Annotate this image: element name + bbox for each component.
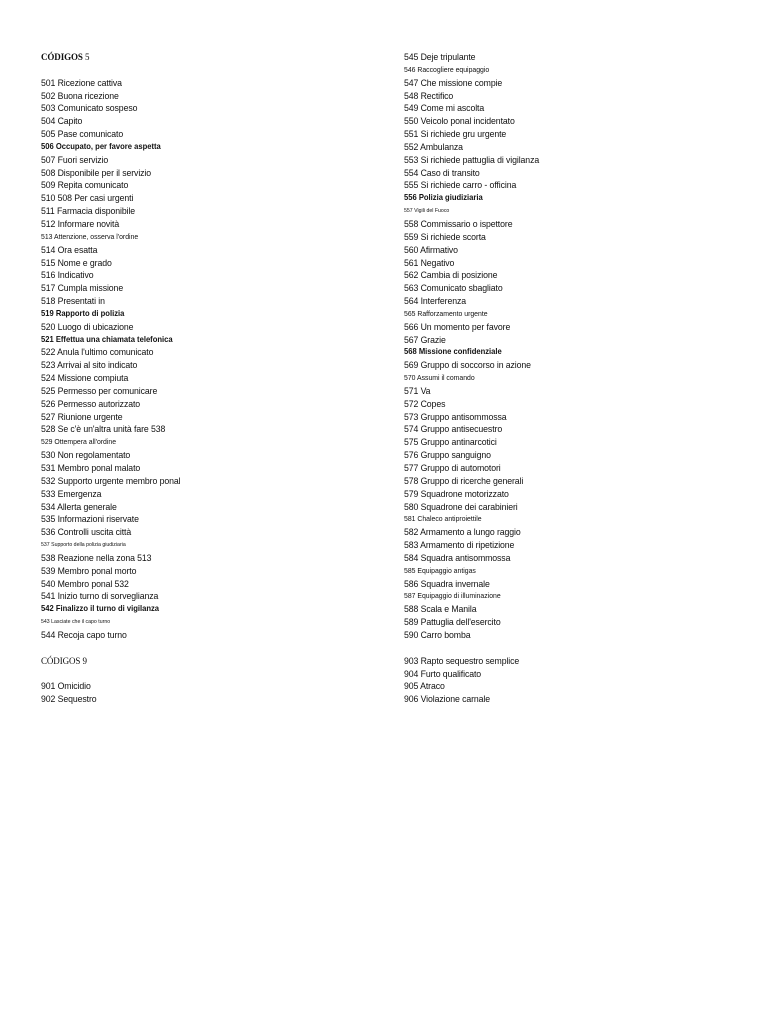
code-entry: 903 Rapto sequestro semplice [404, 654, 520, 666]
code-entry: 545 Deje tripulante [404, 51, 476, 62]
blank-line [41, 642, 348, 655]
code-entry: 538 Reazione nella zona 513 [41, 551, 152, 563]
code-entry: 560 Afirmativo [404, 243, 458, 255]
code-entry: 564 Interferenza [404, 295, 467, 307]
blank-line [41, 668, 348, 681]
code-entry: 527 Riunione urgente [41, 410, 123, 422]
code-entry: 565 Rafforzamento urgente [404, 308, 488, 318]
code-entry: 905 Atraco [404, 680, 445, 692]
code-entry: 541 Inizio turno di sorveglianza [41, 590, 159, 602]
code-entry: 578 Gruppo di ricerche generali [404, 474, 524, 486]
right-column [404, 51, 734, 706]
code-entry: 902 Sequestro [41, 693, 97, 705]
code-entry: 517 Cumpla missione [41, 282, 124, 294]
code-entry: 573 Gruppo antisommossa [404, 410, 507, 422]
blank-line [404, 642, 711, 655]
code-entry: 539 Membro ponal morto [41, 564, 137, 576]
code-entry: 530 Non regolamentato [41, 449, 131, 461]
code-entry: 511 Farmacia disponibile [41, 205, 136, 217]
code-entry: 589 Pattuglia dell'esercito [404, 616, 501, 628]
code-entry: 508 Disponibile per il servizio [41, 166, 152, 178]
code-entry: 543 Lasciate che il capo turno [41, 619, 111, 626]
code-entry: 575 Gruppo antinarcotici [404, 436, 497, 448]
code-entry: 904 Furto qualificato [404, 667, 482, 679]
code-entry: 544 Recoja capo turno [41, 628, 127, 640]
code-entry: 515 Nome e grado [41, 256, 112, 268]
code-entry: 513 Attenzione, osserva l'ordine [41, 231, 139, 241]
code-entry: 548 Rectifico [404, 89, 454, 101]
code-entry: 563 Comunicato sbagliato [404, 282, 503, 294]
code-entry: 550 Veicolo ponal incidentato [404, 115, 515, 127]
code-entry: 531 Membro ponal malato [41, 462, 141, 473]
code-entry: 525 Permesso per comunicare [41, 384, 158, 396]
code-entry: 502 Buona ricezione [41, 89, 119, 101]
code-entry: 570 Assumi il comando [404, 373, 475, 383]
heading-rest-part: 5 [82, 52, 90, 62]
code-entry: 555 Si richiede carro - officina [404, 179, 517, 191]
code-entry: 510 508 Per casi urgenti [41, 192, 134, 204]
left-column [41, 51, 371, 706]
code-entry: 537 Supporto della polizia giudiziaria [41, 542, 126, 549]
code-entry: 901 Omicidio [41, 680, 91, 692]
code-entry: 536 Controlli uscita città [41, 526, 132, 538]
code-entry: 576 Gruppo sanguigno [404, 449, 491, 461]
code-entry: 567 Grazie [404, 333, 446, 345]
code-entry: 524 Missione compiuta [41, 372, 129, 384]
code-entry: 529 Ottempera all'ordine [41, 437, 117, 447]
code-entry: 523 Arrivai al sito indicato [41, 359, 138, 371]
code-entry: 526 Permesso autorizzato [41, 397, 141, 409]
code-entry: 566 Un momento per favore [404, 320, 511, 332]
code-entry: 582 Armamento a lungo raggio [404, 526, 521, 538]
code-entry: 512 Informare novità [41, 217, 120, 229]
code-entry: 540 Membro ponal 532 [41, 577, 129, 589]
heading-rest-part: CÓDIGOS 9 [41, 655, 87, 666]
code-entry: 519 Rapporto di polizia [41, 308, 125, 318]
code-entry: 505 Pase comunicato [41, 128, 124, 140]
code-entry: 561 Negativo [404, 256, 455, 268]
code-entry: 549 Come mi ascolta [404, 102, 485, 114]
code-entry: 571 Va [404, 384, 431, 396]
code-entry: 590 Carro bomba [404, 628, 471, 640]
code-entry: 559 Si richiede scorta [404, 230, 486, 242]
code-entry: 556 Polizia giudiziaria [404, 193, 483, 203]
code-entry: 535 Informazioni riservate [41, 513, 139, 525]
code-entry: 547 Che missione compie [404, 76, 503, 88]
code-entry: 509 Repita comunicato [41, 179, 129, 191]
code-entry: 586 Squadra invernale [404, 577, 490, 589]
blank-line [41, 64, 348, 77]
code-entry: 569 Gruppo di soccorso in azione [404, 359, 531, 371]
code-entry: 503 Comunicato sospeso [41, 102, 138, 114]
code-entry: 584 Squadra antisommossa [404, 551, 511, 563]
code-entry: 504 Capito [41, 115, 83, 127]
code-entry: 520 Luogo di ubicazione [41, 320, 134, 332]
code-entry: 528 Se c'è un'altra unità fare 538 [41, 423, 166, 435]
code-entry: 533 Emergenza [41, 487, 102, 499]
code-entry: 532 Supporto urgente membro ponal [41, 474, 181, 486]
code-entry: 506 Occupato, per favore aspetta [41, 141, 161, 151]
code-entry: 585 Equipaggio antigas [404, 565, 476, 575]
code-entry: 516 Indicativo [41, 269, 94, 281]
code-entry: 572 Copes [404, 397, 446, 409]
code-entry: 579 Squadrone motorizzato [404, 487, 509, 499]
code-entry: 542 Finalizzo il turno di vigilanza [41, 604, 160, 614]
code-entry: 553 Si richiede pattuglia di vigilanza [404, 153, 540, 165]
section-heading [41, 655, 371, 668]
code-entry: 507 Fuori servizio [41, 153, 109, 165]
code-entry: 588 Scala e Manila [404, 603, 477, 615]
code-entry: 583 Armamento di ripetizione [404, 539, 515, 551]
code-entry: 568 Missione confidenziale [404, 347, 502, 357]
code-entry: 574 Gruppo antisecuestro [404, 423, 503, 435]
code-entry: 546 Raccogliere equipaggio [404, 64, 490, 74]
code-entry: 518 Presentati in [41, 295, 105, 307]
code-entry: 906 Violazione carnale [404, 693, 491, 705]
code-entry: 557 Vigili del Fuoco [404, 208, 450, 215]
code-entry: 554 Caso di transito [404, 166, 480, 178]
heading-bold-part: CÓDIGOS [41, 52, 83, 62]
code-entry: 577 Gruppo di automotori [404, 462, 501, 473]
section-heading [41, 51, 371, 64]
code-entry: 581 Chaleco antiproiettile [404, 514, 482, 524]
code-entry: 587 Equipaggio di illuminazione [404, 591, 501, 601]
code-entry: 562 Cambia di posizione [404, 269, 498, 281]
code-entry: 501 Ricezione cattiva [41, 76, 122, 88]
code-entry: 551 Si richiede gru urgente [404, 128, 507, 140]
code-entry: 522 Anula l'ultimo comunicato [41, 346, 154, 358]
code-entry: 514 Ora esatta [41, 243, 98, 255]
code-entry: 534 Allerta generale [41, 500, 117, 512]
code-entry: 558 Commissario o ispettore [404, 217, 513, 229]
code-entry: 580 Squadrone dei carabinieri [404, 500, 518, 512]
code-entry: 552 Ambulanza [404, 140, 463, 152]
code-entry: 521 Effettua una chiamata telefonica [41, 334, 173, 344]
